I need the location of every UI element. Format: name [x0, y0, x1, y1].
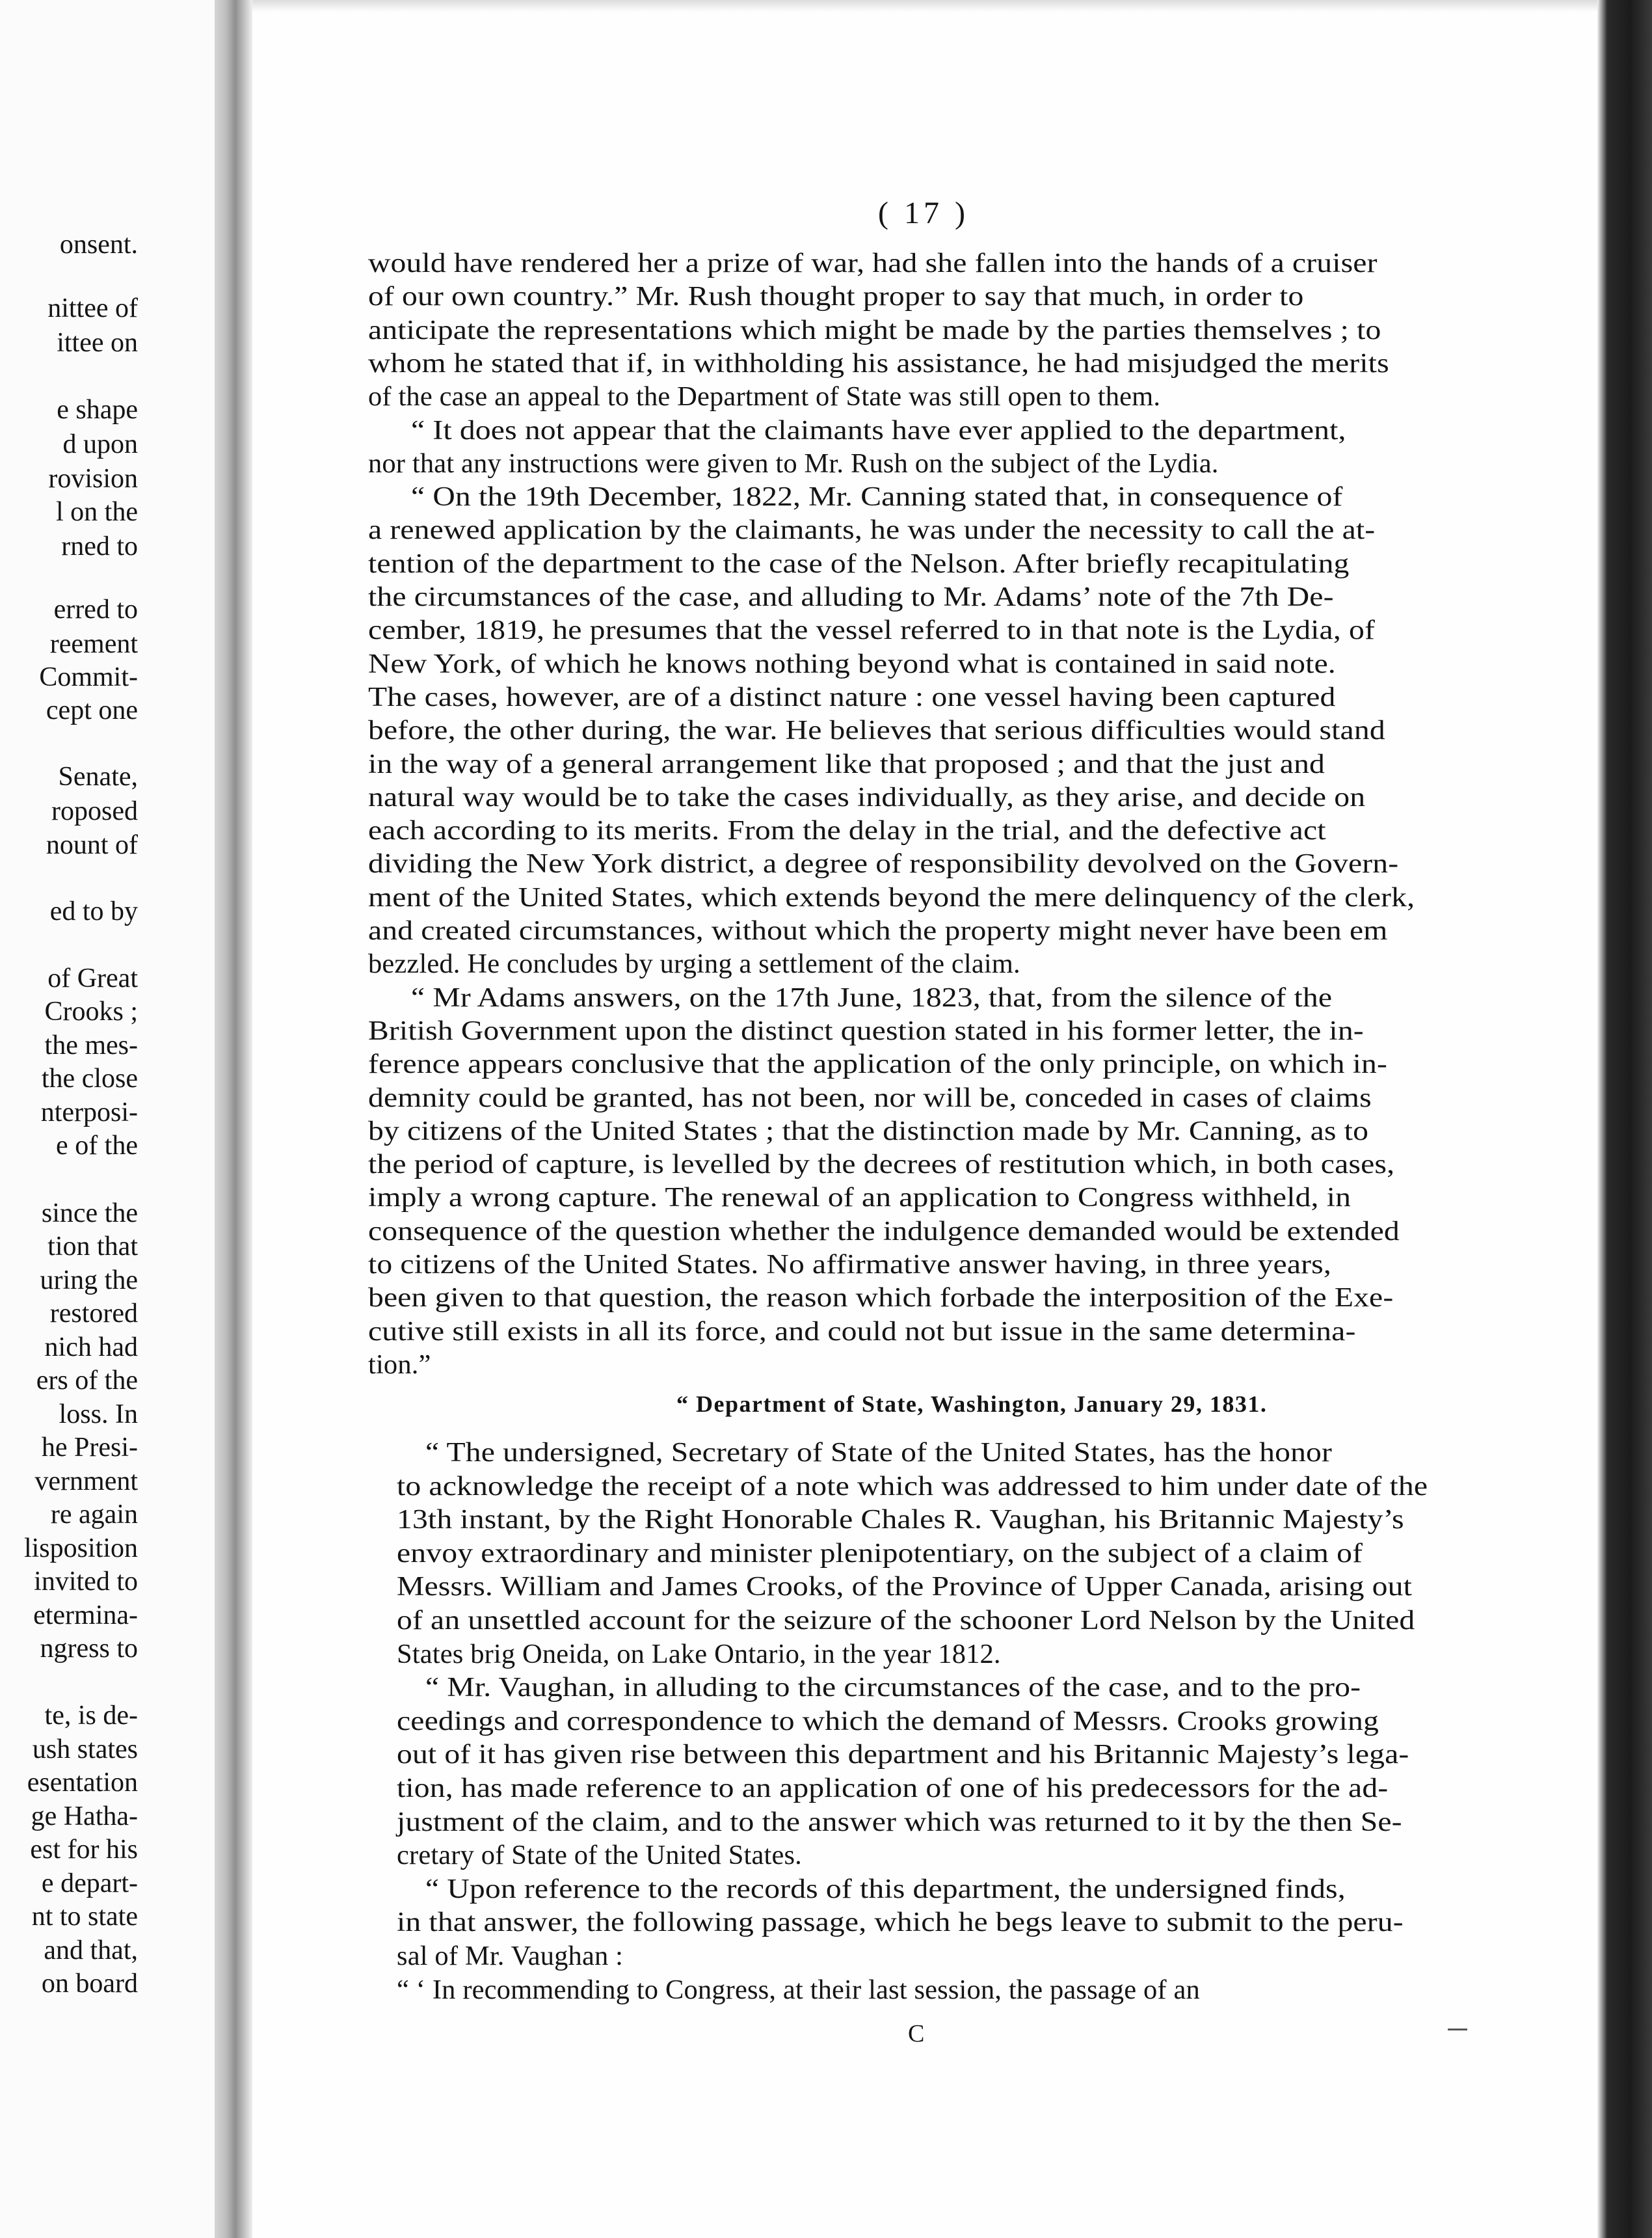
text-line: to citizens of the United States. No affirmative answer having, in three years, — [368, 1249, 1331, 1280]
facing-page-fragment: onsent. — [59, 230, 138, 260]
facing-page-fragment: the mes- — [44, 1031, 138, 1060]
facing-page-fragment: roposed — [51, 796, 138, 826]
text-line: of an unsettled account for the seizure of the schooner Lord Nelson by the United — [397, 1605, 1415, 1636]
text-line: Messrs. William and James Crooks, of the Province of Upper Canada, arising out — [397, 1571, 1412, 1602]
facing-page-fragment: te, is de- — [44, 1701, 138, 1731]
facing-page-fragment: ge Hatha- — [31, 1801, 138, 1831]
facing-page-fragment: nterposi- — [40, 1098, 138, 1127]
text-line: States brig Oneida, on Lake Ontario, in the year 1812. — [397, 1638, 1001, 1669]
text-line: in the way of a general arrangement like that proposed ; and that the just and — [368, 748, 1326, 779]
text-line: “ The undersigned, Secretary of State of the United States, has the honor — [425, 1437, 1333, 1468]
facing-page-fragment: ush states — [32, 1734, 138, 1764]
text-line: sal of Mr. Vaughan : — [397, 1941, 624, 1971]
facing-page-fragment: e of the — [56, 1131, 138, 1161]
text-line: the period of capture, is levelled by the decrees of restitution which, in both cases, — [368, 1149, 1395, 1180]
facing-page-fragment: restored — [49, 1299, 138, 1328]
text-line: each according to its merits. From the delay in the trial, and the defective act — [368, 815, 1326, 846]
facing-page-fragment: ers of the — [36, 1366, 138, 1395]
text-line: ference appears conclusive that the application of the only principle, on which in- — [368, 1049, 1388, 1080]
text-line: bezzled. He concludes by urging a settlement of the claim. — [368, 949, 1020, 980]
text-line: demnity could be granted, has not been, nor will be, conceded in cases of claims — [368, 1082, 1372, 1113]
text-line: to acknowledge the receipt of a note which was addressed to him under date of the — [397, 1470, 1428, 1502]
text-line: The cases, however, are of a distinct nature : one vessel having been captured — [368, 681, 1336, 712]
text-line: in that answer, the following passage, which he begs leave to submit to the peru- — [397, 1907, 1404, 1938]
facing-page-fragment: Commit- — [39, 662, 138, 692]
text-line: “ Mr Adams answers, on the 17th June, 1823, that, from the silence of the — [411, 982, 1333, 1013]
text-line: by citizens of the United States ; that the distinction made by Mr. Canning, as to — [368, 1115, 1369, 1146]
text-line: “ Upon reference to the records of this department, the undersigned finds, — [425, 1873, 1346, 1904]
text-line: tention of the department to the case of the Nelson. After briefly recapitulating — [368, 548, 1350, 579]
facing-page-fragment: invited to — [34, 1567, 138, 1597]
facing-page-fragment: esentation — [27, 1768, 138, 1798]
facing-page-fragment: nt to state — [31, 1902, 138, 1932]
facing-page-fragment: re again — [50, 1500, 138, 1530]
text-line: consequence of the question whether the indulgence demanded would be extended — [368, 1215, 1400, 1247]
text-line: cutive still exists in all its force, and could not but issue in the same determina- — [368, 1315, 1356, 1347]
text-line: “ ‘ In recommending to Congress, at their last session, the passage of an — [397, 1974, 1200, 2005]
facing-page-fragment: nich had — [44, 1332, 138, 1362]
text-line: of the case an appeal to the Department of State was still open to them. — [368, 381, 1161, 412]
facing-page-fragment: Senate, — [58, 762, 138, 792]
text-line: cember, 1819, he presumes that the vessel referred to in that note is the Lydia, of — [368, 615, 1375, 646]
facing-page-fragment: etermina- — [33, 1600, 138, 1630]
page-number: ( 17 ) — [878, 196, 969, 230]
text-line: cretary of State of the United States. — [397, 1840, 802, 1871]
printer-dash — [1448, 2029, 1467, 2030]
text-line: envoy extraordinary and minister plenipotentiary, on the subject of a claim of — [397, 1537, 1363, 1569]
text-line: 13th instant, by the Right Honorable Chales R. Vaughan, his Britannic Majesty’s — [397, 1504, 1404, 1535]
text-line: ceedings and correspondence to which the demand of Messrs. Crooks growing — [397, 1705, 1379, 1736]
text-line: before, the other during, the war. He believes that serious difficulties would stand — [368, 715, 1385, 746]
facing-page-fragment: nittee of — [47, 293, 138, 323]
facing-page-fragment: uring the — [40, 1265, 138, 1295]
facing-page-fragment: on board — [41, 1969, 138, 1999]
text-line: “ It does not appear that the claimants have ever applied to the department, — [411, 414, 1346, 446]
facing-page-fragment: Crooks ; — [44, 997, 138, 1027]
text-line: out of it has given rise between this department and his Britannic Majesty’s lega- — [397, 1739, 1409, 1770]
text-line: a renewed application by the claimants, he was under the necessity to call the at- — [368, 515, 1376, 546]
facing-page-fragment: e shape — [57, 395, 138, 425]
facing-page-fragment: since the — [41, 1198, 138, 1228]
facing-page-fragment: est for his — [30, 1835, 138, 1865]
text-line: justment of the claim, and to the answer which was returned to it by the then Se- — [397, 1806, 1402, 1837]
text-line: “ On the 19th December, 1822, Mr. Canning stated that, in consequence of — [411, 481, 1343, 513]
facing-page-text — [0, 0, 138, 2238]
facing-page-fragment: l on the — [56, 497, 138, 527]
facing-page-fragment: ed to by — [49, 897, 138, 926]
page-top-edge — [252, 0, 1597, 12]
text-line: natural way would be to take the cases individually, as they arise, and decide on — [368, 781, 1366, 813]
facing-page-fragment: loss. In — [59, 1399, 138, 1429]
text-line: would have rendered her a prize of war, had she fallen into the hands of a cruiser — [368, 248, 1378, 278]
text-line: imply a wrong capture. The renewal of an application to Congress withheld, in — [368, 1182, 1352, 1213]
facing-page-fragment: ittee on — [57, 328, 138, 358]
right-page-edge — [1597, 0, 1652, 2238]
facing-page-fragment: and that, — [44, 1935, 138, 1965]
text-line: tion, has made reference to an application of one of his predecessors for the ad- — [397, 1773, 1389, 1803]
facing-page-fragment: ngress to — [40, 1634, 138, 1664]
text-line: of our own country.” Mr. Rush thought proper to say that much, in order to — [368, 281, 1304, 312]
facing-page-fragment: tion that — [47, 1232, 138, 1261]
facing-page-fragment: vernment — [34, 1466, 138, 1496]
facing-page-fragment: rovision — [48, 464, 138, 494]
facing-page-fragment: erred to — [53, 595, 138, 625]
facing-page-fragment: lisposition — [23, 1533, 138, 1563]
text-line: dividing the New York district, a degree of responsibility devolved on the Govern- — [368, 848, 1399, 880]
text-line: anticipate the representations which might be made by the parties themselves ; to — [368, 314, 1381, 345]
text-line: “ Mr. Vaughan, in alluding to the circumstances of the case, and to the pro- — [425, 1672, 1361, 1703]
text-line: been given to that question, the reason which forbade the interposition of the Exe- — [368, 1282, 1394, 1314]
text-line: nor that any instructions were given to Mr. Rush on the subject of the Lydia. — [368, 448, 1219, 479]
facing-page-fragment: rned to — [61, 532, 138, 561]
text-line: British Government upon the distinct question stated in his former letter, the in- — [368, 1015, 1364, 1046]
facing-page-fragment: e depart- — [41, 1868, 138, 1898]
facing-page-fragment: the close — [41, 1064, 138, 1094]
text-line: ment of the United States, which extends beyond the mere delinquency of the clerk, — [368, 882, 1415, 913]
text-line: and created circumstances, without which the property might never have been em — [368, 915, 1388, 946]
facing-page-fragment: he Presi- — [41, 1433, 138, 1463]
text-line: the circumstances of the case, and alluding to Mr. Adams’ note of the 7th De- — [368, 582, 1334, 612]
text-line: New York, of which he knows nothing beyond what is contained in said note. — [368, 648, 1336, 679]
facing-page-fragment: cept one — [46, 695, 138, 725]
signature-mark: C — [908, 2020, 925, 2047]
text-line: tion.” — [368, 1349, 431, 1380]
text-line: whom he stated that if, in withholding his assistance, he had misjudged the merits — [368, 347, 1389, 379]
facing-page — [0, 0, 215, 2238]
facing-page-fragment: d upon — [62, 429, 138, 459]
dateline: “ Department of State, Washington, January 29, 1831. — [676, 1391, 1268, 1417]
facing-page-fragment: of Great — [47, 964, 138, 993]
facing-page-fragment: nount of — [46, 830, 138, 860]
book-gutter — [215, 0, 252, 2238]
facing-page-fragment: reement — [49, 629, 138, 659]
